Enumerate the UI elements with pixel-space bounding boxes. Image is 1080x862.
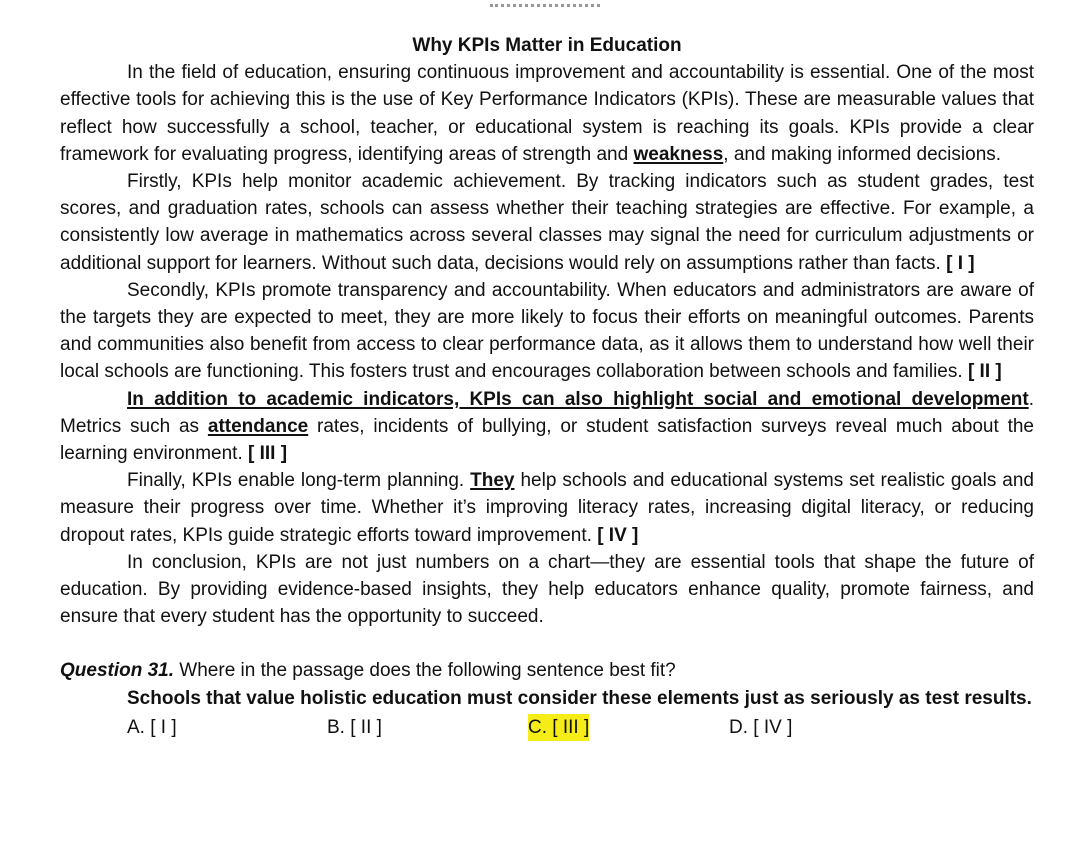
scan-artifact-mark [490, 0, 600, 7]
paragraph-1-text-a: In the field of education, ensuring continuous improvement and accountability is essential. One of the most effective tools for achieving this is the use of Key Performance Indicators (KPIs). These are measurable values that reflect how successfully a school, teacher, or educational system is reaching its goals. KPIs provide a clear framework for evaluating progress, identifying areas of strength and [60, 62, 1034, 165]
paragraph-4-text-a: . Metrics such as [60, 388, 1034, 437]
option-b[interactable]: B. [ II ] [327, 716, 382, 738]
passage-title: Why KPIs Matter in Education [412, 35, 682, 56]
paragraph-1 [60, 59, 1034, 168]
paragraph-2-text: Firstly, KPIs help monitor academic achievement. By tracking indicators such as student grades, test scores, and graduation rates, schools can assess whether their teaching strategies are effective. For example, a consistently low average in mathematics across several classes may signal the need for curriculum adjustments or additional support for learners. Without such data, decisions would rely on assumptions rather than facts. [60, 171, 1034, 274]
answer-options [60, 714, 1034, 741]
paragraph-5-text-a: Finally, KPIs enable long-term planning. [127, 470, 471, 492]
marker-iv: [ IV ] [597, 524, 639, 546]
option-d[interactable]: D. [ IV ] [729, 716, 793, 738]
passage-document [60, 32, 1034, 741]
marker-i: [ I ] [946, 252, 975, 274]
question-block [60, 657, 1034, 684]
question-label: Question 31. [60, 660, 175, 682]
option-a[interactable]: A. [ I ] [127, 716, 177, 738]
question-prompt: Where in the passage does the following sentence best fit? [174, 660, 676, 682]
paragraph-3 [60, 277, 1034, 386]
paragraph-4 [60, 386, 1034, 468]
marker-iii: [ III ] [248, 443, 288, 465]
paragraph-1-text-b: , and making informed decisions. [723, 143, 1002, 165]
paragraph-5-text-b: help schools and educational systems set realistic goals and measure their progress over time. Whether it’s improving literacy rates, increasing digital literacy, or reducing dropout rates, KPIs guide strategic efforts toward improvement. [60, 470, 1034, 546]
paragraph-6-text: In conclusion, KPIs are not just numbers on a chart—they are essential tools that shape the future of education. By providing evidence-based insights, they help educators enhance quality, promote fairness, and ensure that every student has the opportunity to succeed. [60, 551, 1034, 628]
underlined-word-weakness: weakness [633, 143, 724, 165]
question-sentence: Schools that value holistic education must consider these elements just as seriously as test results. [127, 687, 1032, 709]
paragraph-3-text: Secondly, KPIs promote transparency and accountability. When educators and administrators are aware of the targets they are expected to meet, they are more likely to focus their efforts on meaningful outcomes. Parents and communities also benefit from access to clear performance data, as it allows them to understand how well their local schools are functioning. This fosters trust and encourages collaboration between schools and families. [60, 279, 1034, 383]
paragraph-4-text-b: rates, incidents of bullying, or student satisfaction surveys reveal much about the learning environment. [60, 415, 1034, 465]
underlined-word-attendance: attendance [207, 415, 309, 437]
paragraph-5 [60, 467, 1034, 549]
marker-ii: [ II ] [967, 361, 1002, 383]
paragraph-6 [60, 549, 1034, 631]
paragraph-2 [60, 168, 1034, 277]
underlined-sentence: In addition to academic indicators, KPIs can also highlight social and emotional development [127, 388, 1029, 410]
option-c-highlighted[interactable]: C. [ III ] [528, 714, 589, 741]
underlined-word-they: They [470, 470, 515, 492]
